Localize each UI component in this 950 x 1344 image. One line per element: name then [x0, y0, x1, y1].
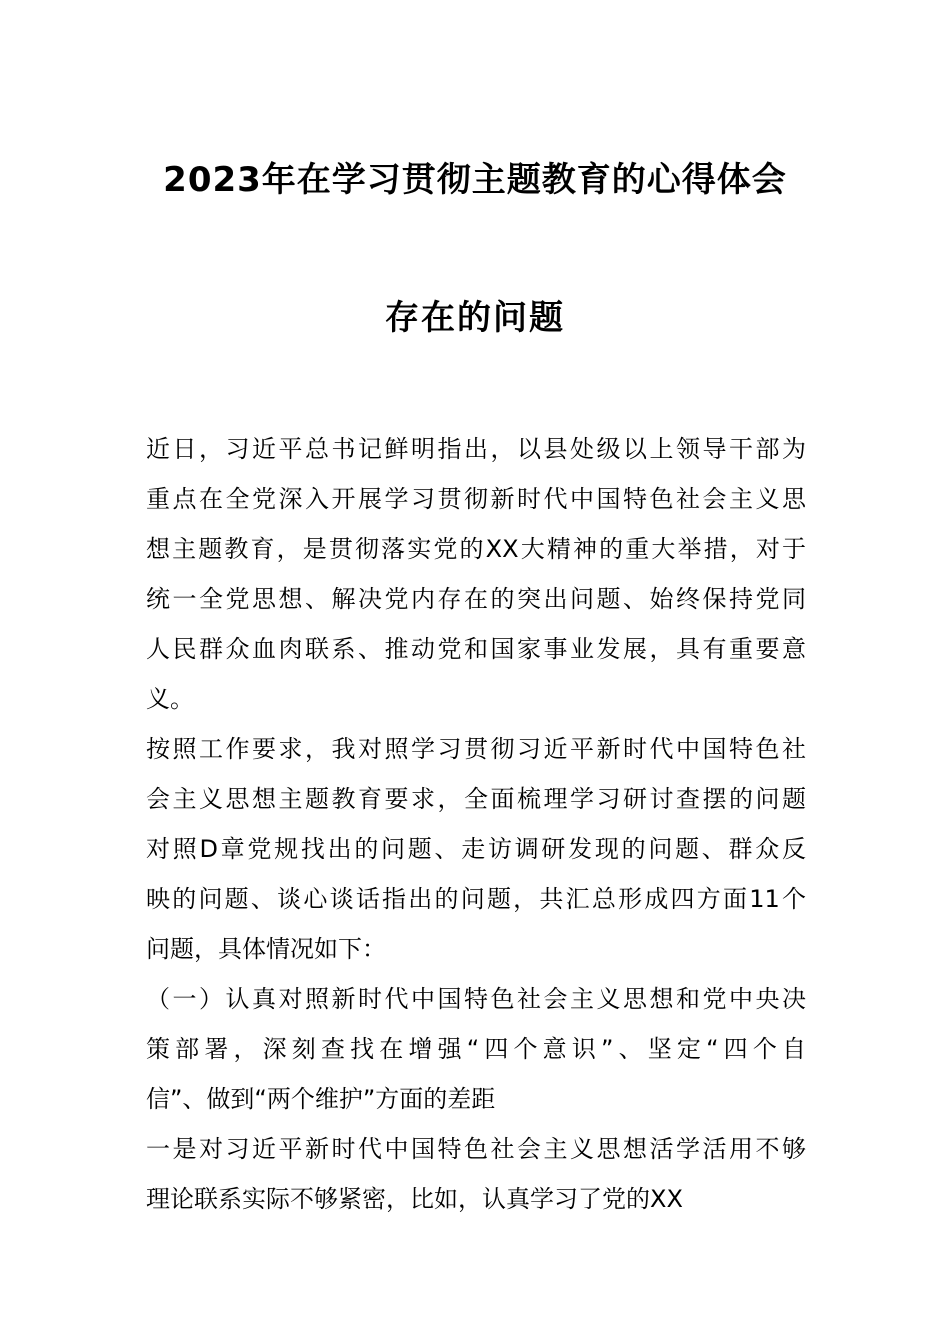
body-line: 统一全党思想、解决党内存在的突出问题、始终保持党同: [146, 585, 806, 613]
document-body: [146, 424, 806, 1224]
body-line: 对照D章党规找出的问题、走访调研发现的问题、群众反: [146, 835, 806, 863]
body-line: 重点在全党深入开展学习贯彻新时代中国特色社会主义思: [146, 485, 806, 513]
body-line: 映的问题、谈心谈话指出的问题，共汇总形成四方面11个: [146, 885, 806, 913]
body-line: 近日，习近平总书记鲜明指出，以县处级以上领导干部为: [146, 435, 806, 463]
body-line: 想主题教育，是贯彻落实党的XX大精神的重大举措，对于: [146, 535, 806, 563]
body-line: 会主义思想主题教育要求，全面梳理学习研讨查摆的问题: [146, 785, 806, 813]
body-line: （一）认真对照新时代中国特色社会主义思想和党中央决: [146, 985, 806, 1013]
body-line: 一是对习近平新时代中国特色社会主义思想活学活用不够: [146, 1135, 806, 1163]
document-subtitle: 存在的问题: [385, 298, 565, 338]
body-line: 策部署，深刻查找在增强“四个意识”、坚定“四个自: [146, 1035, 806, 1063]
body-line: 理论联系实际不够紧密，比如，认真学习了党的XX: [146, 1185, 683, 1213]
body-line: 按照工作要求，我对照学习贯彻习近平新时代中国特色社: [146, 735, 806, 763]
body-line: 人民群众血肉联系、推动党和国家事业发展，具有重要意: [146, 635, 806, 663]
body-line: 义。: [146, 685, 194, 713]
body-line: 信”、做到“两个维护”方面的差距: [146, 1085, 496, 1113]
document-title: 2023年在学习贯彻主题教育的心得体会: [163, 160, 787, 200]
body-line: 问题，具体情况如下：: [146, 935, 386, 963]
